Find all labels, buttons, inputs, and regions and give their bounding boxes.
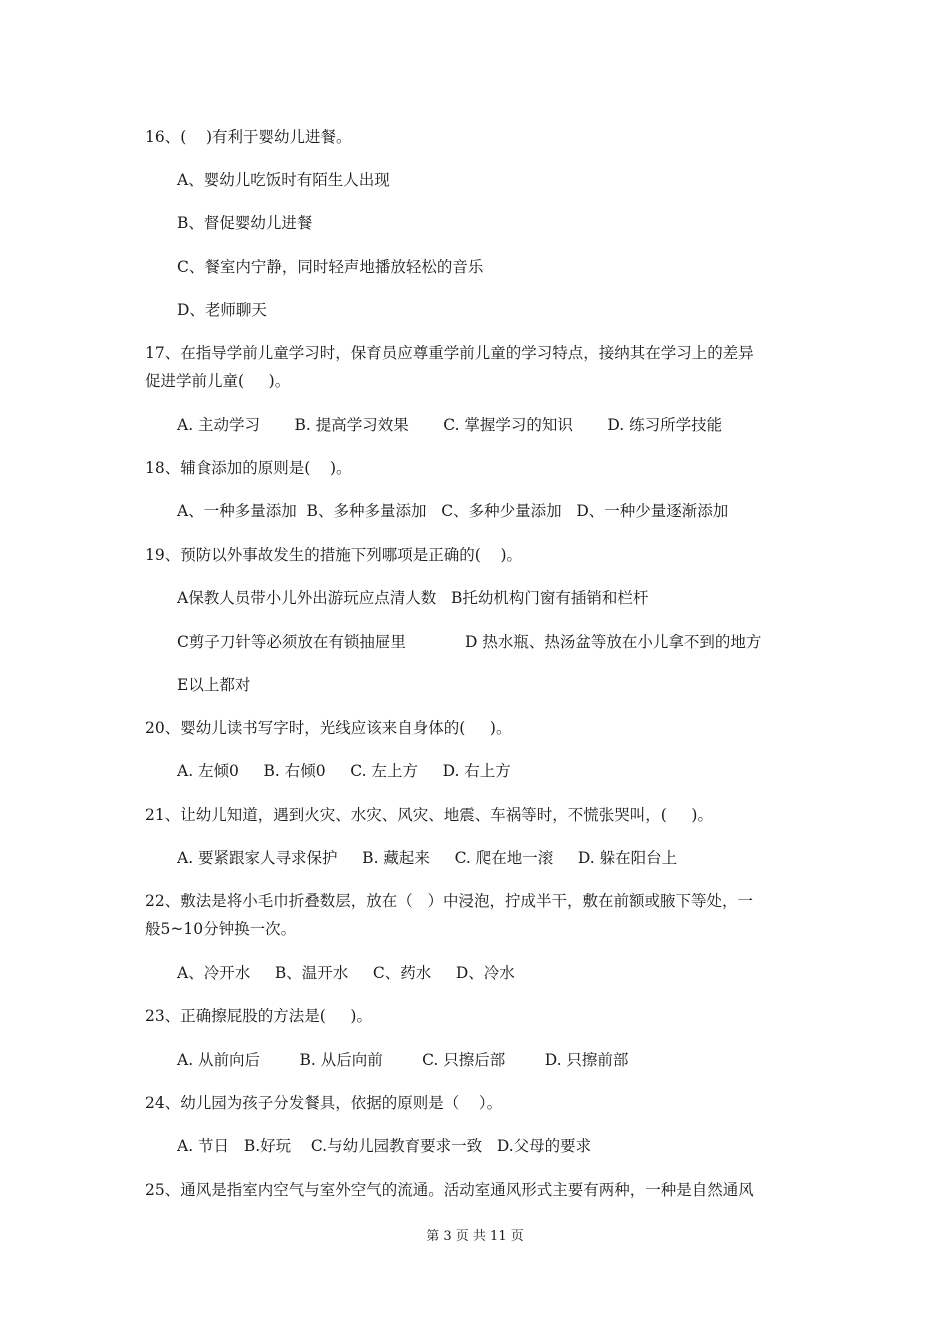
question-22-stem: 22、敷法是将小毛巾折叠数层，放在（ ）中浸泡，拧成半干，敷在前额或腋下等处，一	[145, 892, 754, 910]
question-16-option-a: A、婴幼儿吃饭时有陌生人出现	[177, 171, 390, 189]
question-17-options: A. 主动学习 B. 提高学习效果 C. 掌握学习的知识 D. 练习所学技能	[177, 416, 723, 434]
question-21-options: A. 要紧跟家人寻求保护 B. 藏起来 C. 爬在地一滚 D. 躲在阳台上	[177, 849, 678, 867]
question-24-options: A. 节日 B.好玩 C.与幼儿园教育要求一致 D.父母的要求	[177, 1137, 592, 1155]
question-21-stem: 21、让幼儿知道，遇到火灾、水灾、风灾、地震、车祸等时，不慌张哭叫，( )。	[145, 806, 713, 824]
question-25-stem: 25、通风是指室内空气与室外空气的流通。活动室通风形式主要有两种，一种是自然通风	[145, 1181, 754, 1199]
question-16-option-c: C、餐室内宁静，同时轻声地播放轻松的音乐	[177, 258, 484, 276]
question-22-options: A、冷开水 B、温开水 C、药水 D、冷水	[177, 964, 515, 982]
question-17-stem-cont: 促进学前儿童( )。	[145, 372, 291, 390]
question-19-options-ab: A保教人员带小儿外出游玩应点清人数 B托幼机构门窗有插销和栏杆	[177, 589, 649, 607]
question-24-stem: 24、幼儿园为孩子分发餐具，依据的原则是（ ）。	[145, 1094, 503, 1112]
question-19-option-e: E以上都对	[177, 676, 251, 694]
question-20-options: A. 左倾0 B. 右倾0 C. 左上方 D. 右上方	[177, 762, 511, 780]
question-20-stem: 20、婴幼儿读书写字时，光线应该来自身体的( )。	[145, 719, 512, 737]
question-23-options: A. 从前向后 B. 从后向前 C. 只擦后部 D. 只擦前部	[177, 1051, 629, 1069]
question-23-stem: 23、正确擦屁股的方法是( )。	[145, 1007, 372, 1025]
page-footer: 第 3 页 共 11 页	[426, 1229, 524, 1244]
question-19-stem: 19、预防以外事故发生的措施下列哪项是正确的( )。	[145, 546, 523, 564]
question-16-stem: 16、( )有利于婴幼儿进餐。	[145, 128, 352, 146]
question-16-option-d: D、老师聊天	[177, 301, 267, 319]
question-19-options-cd: C剪子刀针等必须放在有锁抽屉里 D 热水瓶、热汤盆等放在小儿拿不到的地方	[177, 633, 762, 651]
question-22-stem-cont: 般5~10分钟换一次。	[145, 920, 297, 938]
question-17-stem: 17、在指导学前儿童学习时，保育员应尊重学前儿童的学习特点，接纳其在学习上的差异	[145, 344, 754, 362]
question-18-options: A、一种多量添加 B、多种多量添加 C、多种少量添加 D、一种少量逐渐添加	[177, 502, 729, 520]
question-18-stem: 18、辅食添加的原则是( )。	[145, 459, 352, 477]
question-16-option-b: B、督促婴幼儿进餐	[177, 214, 313, 232]
